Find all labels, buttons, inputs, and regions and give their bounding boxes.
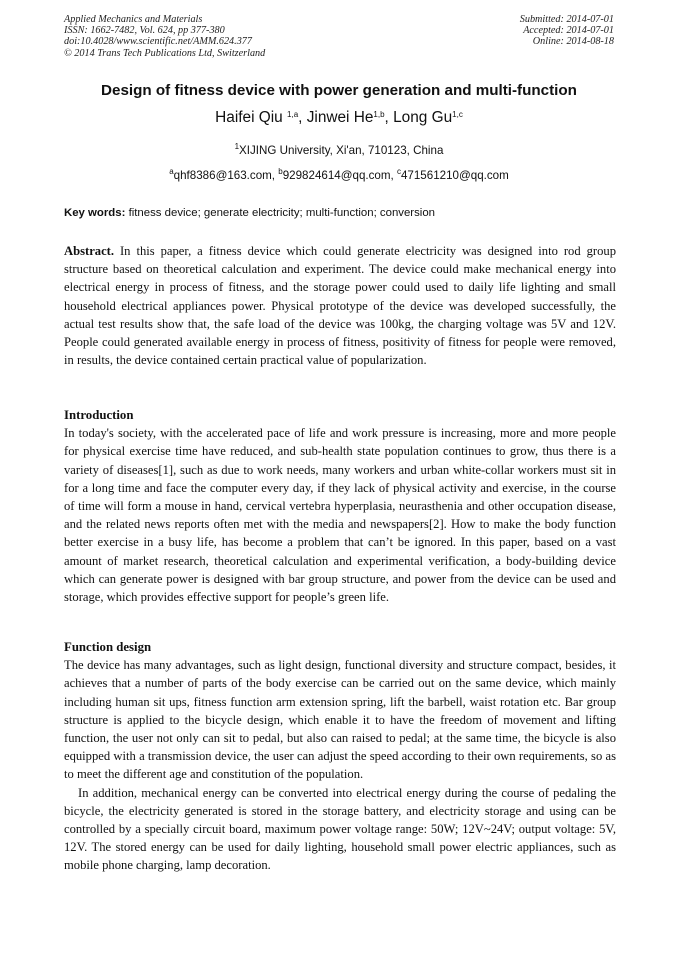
function-design-paragraph-1: The device has many advantages, such as light design, functional diversity and structure compact, besides, it achieves that a number of parts of the body exercise can be carried out on the same device, which mainly including human sit ups, fitness function arm extension spring, lift the barbell, waist rotation etc. Bar group structure is applied to the bicycle design, which enable it to have the freedom of movement and lifting function, the user not only can sit to pedal, but also can raised to pedal; at the same time, the bicycle is also equipped with a transmission device, the user can adjust the speed according to their own requirements, so as to meet the different age and constitution of the population.: [64, 658, 616, 782]
abstract-text: In this paper, a fitness device which could generate electricity was designed into rod group structure based on theoretical calculation and experiment. The device could make mechanical energy into electrical energy in process of fitness, and the storage power could used to daily life lighting and small household electrical appliances power. Physical prototype of the device was developed successfully, the actual test results show that, the safe load of the device was 100kg, the charging voltage was 5V and 12V. People could generated available energy in process of fitness, positivity of fitness for people were removed, in results, the device contained certain practical value of popularization.: [64, 244, 616, 368]
email-mark: a: [169, 167, 174, 176]
affiliation-mark: 1: [234, 142, 240, 151]
submitted-date: Submitted: 2014-07-01: [519, 14, 614, 25]
introduction-section: [64, 406, 616, 606]
email-address[interactable]: 929824614@qq.com,: [282, 169, 397, 182]
journal-header-right: [520, 14, 614, 48]
affiliation: [0, 143, 678, 159]
keywords-text: fitness device; generate electricity; multi-function; conversion: [125, 207, 435, 219]
author-emails: [0, 168, 678, 184]
introduction-heading: Introduction: [64, 408, 134, 422]
author-name: Haifei Qiu: [215, 109, 288, 126]
introduction-paragraph: In today's society, with the accelerated pace of life and work pressure is increasing, more and more people for physical exercise time have reduced, and sub-health state population continues to grow, thus there is a variety of diseases[1], such as due to work needs, many workers and urban white-collar workers must sit in for a long time and face the computer every day, if they lack of physical activity and exercise, in the course of time will form a mouse in hand, cervical vertebra hyperplasia, neurasthenia and other occupation disease, and the related news reports often met with the media and newspapers[2]. How to make the body function better exercise in a busy life, has become a problem that can’t be ignored. In this paper, based on a vast amount of market research, theoretical calculation and experimental verification, a body-building device which can generate power is designed with bar group structure, and power from the device can be used and storage, which provides effective support for people’s green life.: [64, 426, 616, 605]
journal-name: Applied Mechanics and Materials: [64, 14, 203, 25]
online-date: Online: 2014-08-18: [532, 36, 614, 48]
accepted-date: Accepted: 2014-07-01: [523, 25, 614, 37]
email-address[interactable]: 471561210@qq.com: [400, 169, 509, 182]
author-affiliation-mark: 1,b: [373, 110, 385, 119]
author-separator: ,: [298, 109, 307, 126]
journal-copyright: © 2014 Trans Tech Publications Ltd, Switzerland: [64, 47, 266, 59]
abstract-paragraph: [64, 242, 616, 369]
author-name: Long Gu: [393, 109, 453, 126]
paper-title: Design of fitness device with power generation and multi-function: [101, 82, 577, 99]
affiliation-text: XIJING University, Xi'an, 710123, China: [239, 144, 444, 157]
email-address[interactable]: qhf8386@163.com,: [173, 169, 279, 182]
journal-issn: ISSN: 1662-7482, Vol. 624, pp 377-380: [64, 25, 225, 37]
author-separator: ,: [384, 109, 394, 126]
author-affiliation-mark: 1,c: [452, 110, 463, 119]
function-design-paragraph-2: In addition, mechanical energy can be converted into electrical energy during the course of pedaling the bicycle, the electricity generated is stored in the storage battery, and electricity storage and using can be controlled by a specially circuit board, maximum power voltage range: 50W; 12V~24V; output voltage: 5V, 12V. The stored energy can be used for daily lighting, household small power electric appliances, such as mobile phone charging, lamp decoration.: [64, 785, 616, 873]
email-mark: c: [396, 167, 401, 176]
abstract-label: Abstract.: [64, 244, 115, 258]
keywords: [64, 205, 616, 221]
author-name: Jinwei He: [306, 109, 374, 126]
function-design-section: [64, 638, 616, 875]
keywords-label: Key words:: [64, 207, 126, 219]
author-affiliation-mark: 1,a: [287, 110, 299, 119]
journal-doi[interactable]: doi:10.4028/www.scientific.net/AMM.624.377: [64, 36, 252, 48]
email-mark: b: [278, 167, 283, 176]
function-design-heading: Function design: [64, 640, 152, 654]
abstract-section: [64, 242, 616, 369]
author-list: [0, 108, 678, 128]
journal-header-left: [64, 14, 265, 59]
